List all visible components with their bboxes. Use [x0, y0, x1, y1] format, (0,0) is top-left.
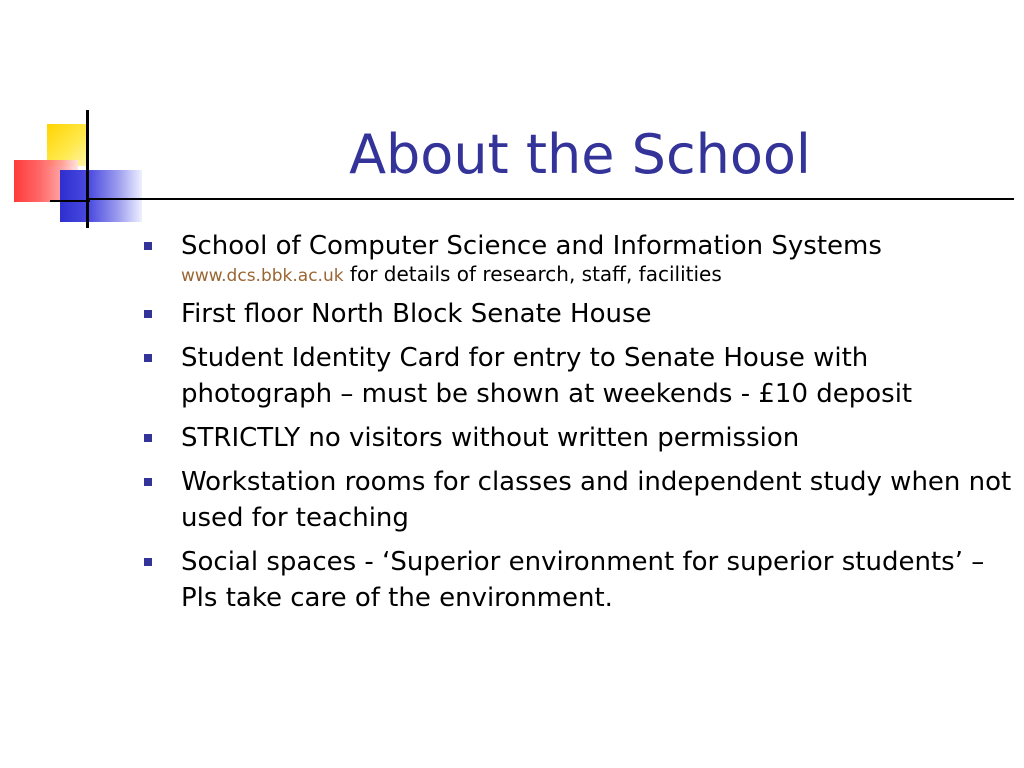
- bullet-item-school: [142, 228, 1012, 288]
- bullet-item-location: [142, 296, 1012, 332]
- bullet-square-icon: [144, 434, 152, 442]
- logo-vertical-line: [86, 110, 89, 228]
- bullet-text: Workstation rooms for classes and independent study when not used for teaching: [181, 467, 1012, 533]
- bullet-square-icon: [144, 478, 152, 486]
- bullet-text: First floor North Block Senate House: [181, 299, 652, 329]
- bullet-item-id-card: [142, 340, 1012, 412]
- website-link[interactable]: www.dcs.bbk.ac.uk: [181, 266, 344, 286]
- bullet-text: Social spaces - ‘Superior environment for superior students’ – Pls take care of the environment.: [181, 547, 985, 613]
- bullet-text: STRICTLY no visitors without written permission: [181, 423, 800, 453]
- logo-blue-square: [60, 170, 142, 222]
- title-divider: [88, 198, 1014, 200]
- bullet-square-icon: [144, 354, 152, 362]
- bullet-subline-text: for details of research, staff, facilities: [343, 262, 722, 286]
- bullet-item-visitors: [142, 420, 1012, 456]
- bullet-item-workstations: [142, 464, 1012, 536]
- bullet-subline: [181, 262, 1012, 288]
- bullet-list: [142, 228, 1012, 624]
- bullet-item-social-spaces: [142, 544, 1012, 616]
- logo-horizontal-line: [50, 200, 90, 202]
- slide-title: About the School: [349, 123, 811, 186]
- bullet-text: School of Computer Science and Information Systems: [181, 231, 882, 261]
- bullet-square-icon: [144, 242, 152, 250]
- bullet-square-icon: [144, 558, 152, 566]
- bullet-text: Student Identity Card for entry to Senate House with photograph – must be shown at weekends - £10 deposit: [181, 343, 913, 409]
- bullet-square-icon: [144, 310, 152, 318]
